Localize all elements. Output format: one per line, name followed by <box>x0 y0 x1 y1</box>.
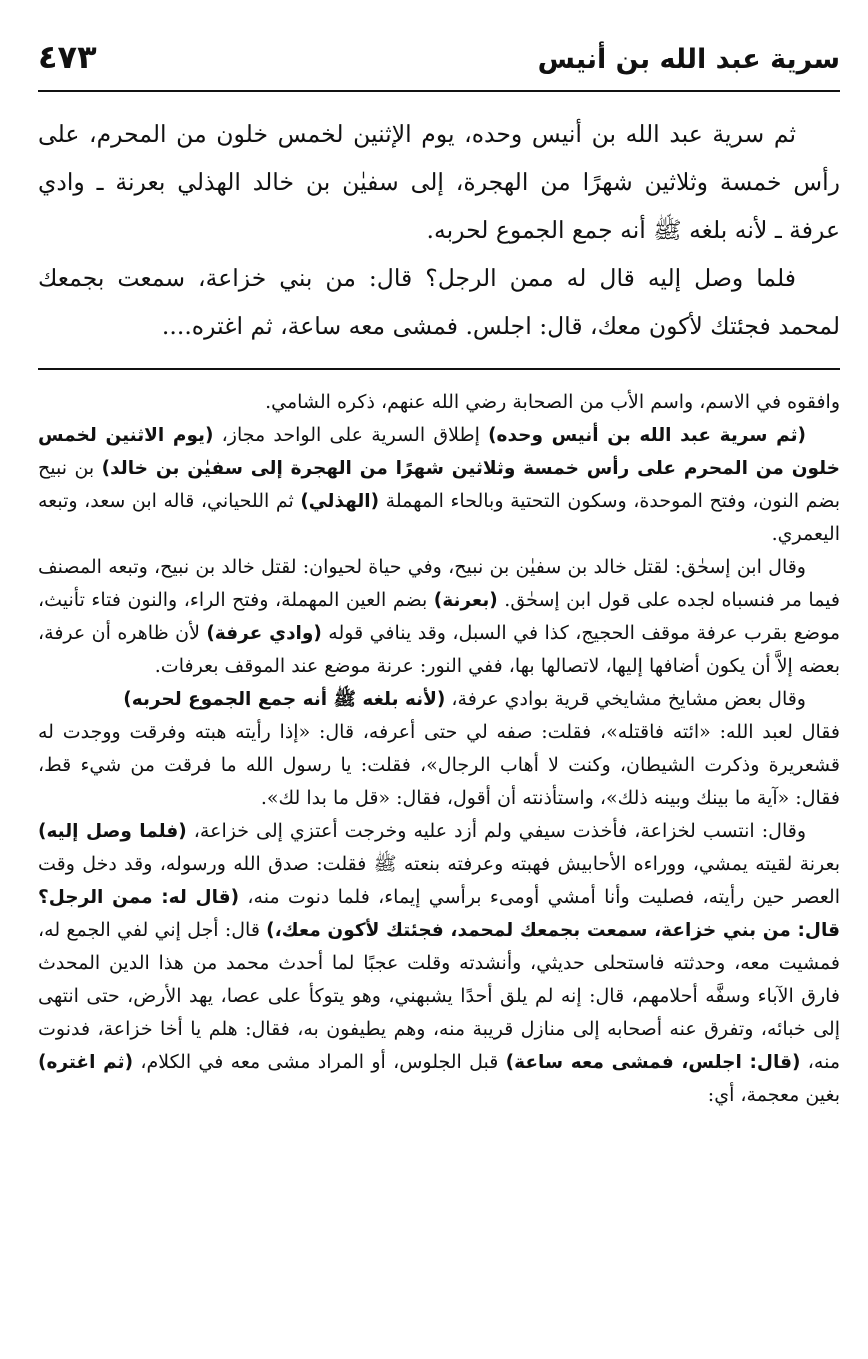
commentary-text: لأن ظاهره أن عرفة، بعضه إلاَّ أن يكون أضافها إليها، لاتصالها بها، ففي النور: عرنة موضع عند الموقف بعرفات. <box>38 622 840 677</box>
quoted-text: (فلما وصل إليه) <box>38 821 187 842</box>
commentary-text: وقال ابن إسحٰق: لقتل خالد بن سفيٰن بن نبيح، وفي حياة لحيوان: لقتل خالد بن نبيح، وتبعه المصنف فيما مر فنسباه لجده على قول ابن إسحٰق. <box>38 556 840 611</box>
commentary-paragraph <box>38 419 840 551</box>
commentary-text: بعرنة لقيته يمشي، ووراءه الأحابيش فهبته وعرفته بنعته ﷺ فقلت: صدق الله ورسوله، وقد دخل وقت العصر حين رأيته، فصليت وأنا أمشي أومىء برأسي إيماء، فلما دنوت منه، <box>38 853 840 908</box>
quoted-text: (قال: اجلس، فمشى معه ساعة) <box>505 1052 801 1073</box>
commentary-text: قبل الجلوس، أو المراد مشى معه في الكلام، <box>133 1051 506 1073</box>
commentary <box>38 386 840 1112</box>
commentary-text: بن نبيح بضم النون، وفتح الموحدة، وسكون التحتية وبالحاء المهملة <box>38 457 840 512</box>
quoted-text: (الهذلي) <box>300 491 380 512</box>
commentary-text: وقال: انتسب لخزاعة، فأخذت سيفي ولم أزد عليه وخرجت أعتزي إلى خزاعة، <box>186 820 806 842</box>
commentary-text: فقال لعبد الله: «ائته فاقتله»، فقلت: صفه لي حتى أعرفه، قال: «إذا رأيته هبته وفرقت ووجدت له قشعريرة وذكرت الشيطان، وكنت لا أهاب الرجال»، فقلت: يا رسول الله ما فرقت من شيء قط، فقال: «آية ما بينك وبينه ذلك»، واستأذنته أن أقول، فقال: «قل ما بدا لك». <box>38 721 840 809</box>
main-text <box>38 110 840 360</box>
commentary-text: إطلاق السرية على الواحد مجاز، <box>213 424 489 446</box>
commentary-text: وقال بعض مشايخ مشايخي قرية بوادي عرفة، <box>445 688 806 710</box>
section-divider <box>38 368 840 370</box>
commentary-text: بضم العين المهملة، وفتح الراء، والنون فتاء تأنيث، موضع بقرب عرفة موقف الحجيج، كذا في السبل، وقد ينافي قوله <box>38 589 840 644</box>
quoted-text: (وادي عرفة) <box>206 623 322 644</box>
quoted-text: (بعرنة) <box>433 590 498 611</box>
commentary-text: ثم اللحياني، قاله ابن سعد، وتبعه اليعمري. <box>38 490 840 545</box>
commentary-text: وافقوه في الاسم، واسم الأب من الصحابة رضي الله عنهم، ذكره الشامي. <box>265 391 840 413</box>
quoted-text: (يوم الاثنين لخمس خلون من المحرم على رأس خمسة وثلاثين شهرًا من الهجرة إلى سفيٰن بن خالد) <box>38 425 840 479</box>
commentary-paragraph <box>38 386 840 419</box>
quoted-text: (لأنه بلغه ﷺ أنه جمع الجموع لحربه) <box>123 689 446 710</box>
main-text-paragraph: ثم سرية عبد الله بن أنيس وحده، يوم الإثنين لخمس خلون من المحرم، على رأس خمسة وثلاثين شهرًا من الهجرة، إلى سفيٰن بن خالد الهذلي بعرنة ـ وادي عرفة ـ لأنه بلغه ﷺ أنه جمع الجموع لحربه. <box>38 120 840 244</box>
quoted-text: (ثم اغتره) <box>38 1052 134 1073</box>
running-title: سرية عبد الله بن أنيس <box>537 44 840 75</box>
commentary-paragraph <box>38 551 840 683</box>
commentary-paragraph <box>38 815 840 1112</box>
commentary-text: بغين معجمة، أي: <box>707 1084 840 1106</box>
commentary-paragraph <box>38 683 840 716</box>
commentary-text: قال: أجل إني لفي الجمع له، فمشيت معه، وحدثته فاستحلى حديثي، وأنشدته وقلت عجبًا لما أحدث محمد من هذا الدين المحدث فارق الآباء وسفَّه أحلامهم، قال: إنه لم يلق أحدًا يشبهني، وهو يتوكأ على عصا، يهد الأرض، حتى انتهى إلى خبائه، وتفرق عنه أصحابه إلى منازل قريبة منه، وهم يطيفون به، فقال: هلم يا أخا خزاعة، فدنوت منه، <box>38 919 840 1073</box>
page-header <box>38 38 840 92</box>
quoted-text: (ثم سرية عبد الله بن أنيس وحده) <box>488 425 806 446</box>
quoted-text: (قال له: ممن الرجل؟ قال: من بني خزاعة، سمعت بجمعك لمحمد، فجئتك لأكون معك،) <box>38 887 841 941</box>
commentary-paragraph <box>38 716 840 815</box>
page-number: ٤٧٣ <box>38 38 97 76</box>
main-text-paragraph: فلما وصل إليه قال له ممن الرجل؟ قال: من بني خزاعة، سمعت بجمعك لمحمد فجئتك لأكون معك، قال: اجلس. فمشى معه ساعة، ثم اغتره.... <box>38 264 840 340</box>
